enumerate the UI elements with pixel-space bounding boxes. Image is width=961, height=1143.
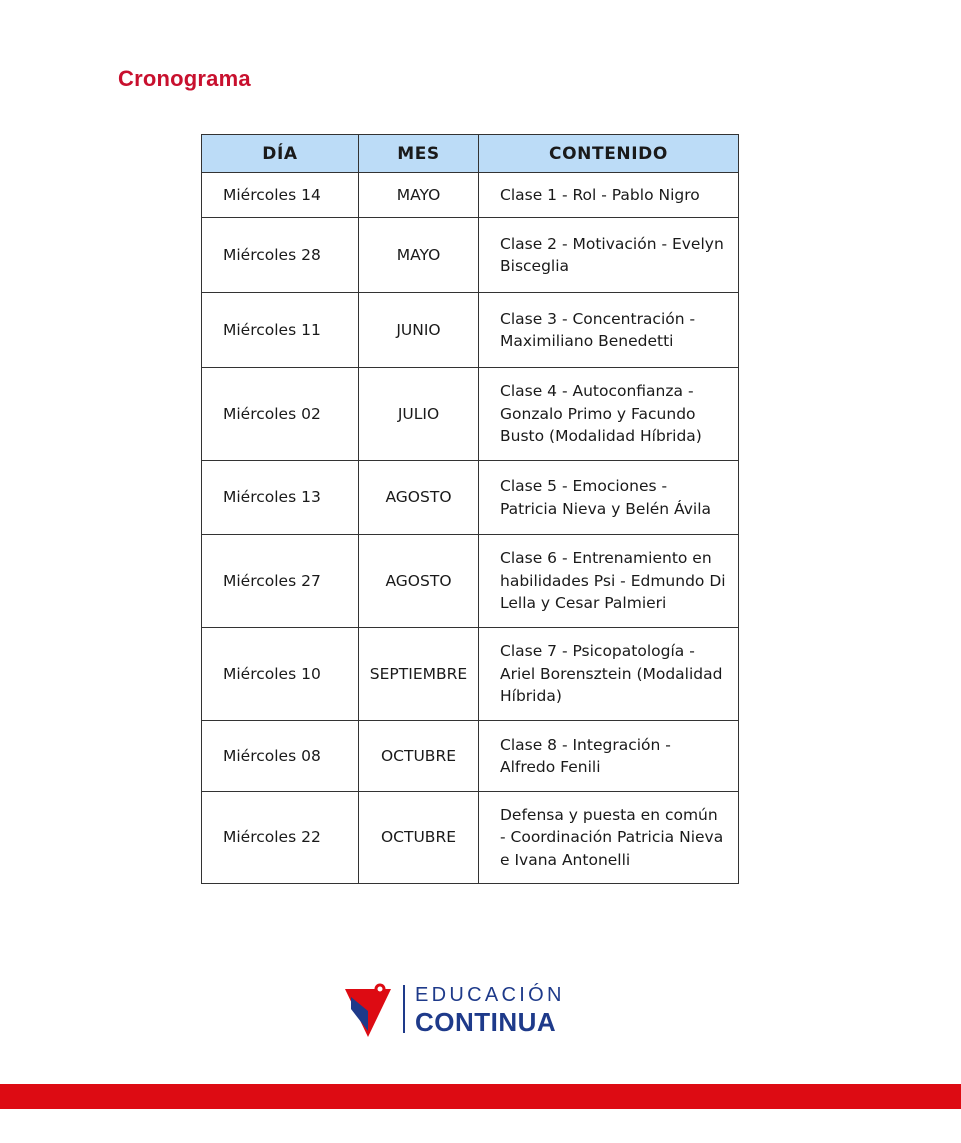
cell-day: Miércoles 27 (202, 535, 359, 628)
cell-day: Miércoles 08 (202, 721, 359, 792)
cell-content: Clase 6 - Entrenamiento en habilidades Psi - Edmundo Di Lella y Cesar Palmieri (479, 535, 739, 628)
cell-day: Miércoles 11 (202, 293, 359, 368)
schedule-table (201, 134, 739, 884)
table-row (202, 792, 739, 884)
cell-day: Miércoles 02 (202, 368, 359, 461)
cell-day: Miércoles 22 (202, 792, 359, 884)
cell-month: SEPTIEMBRE (359, 628, 479, 721)
logo-mark-icon (343, 983, 393, 1039)
cell-content: Clase 1 - Rol - Pablo Nigro (479, 173, 739, 218)
page-title: Cronograma (118, 66, 251, 91)
table-row (202, 368, 739, 461)
cell-day: Miércoles 10 (202, 628, 359, 721)
cell-content: Defensa y puesta en común - Coordinación Patricia Nieva e Ivana Antonelli (479, 792, 739, 884)
table-row (202, 535, 739, 628)
table-row (202, 628, 739, 721)
cell-content: Clase 8 - Integración - Alfredo Fenili (479, 721, 739, 792)
table-row (202, 293, 739, 368)
cell-month: MAYO (359, 173, 479, 218)
cell-month: JULIO (359, 368, 479, 461)
cell-content: Clase 3 - Concentración - Maximiliano Benedetti (479, 293, 739, 368)
header-month: MES (359, 135, 479, 173)
cell-month: AGOSTO (359, 461, 479, 535)
cell-month: JUNIO (359, 293, 479, 368)
cell-day: Miércoles 14 (202, 173, 359, 218)
header-day: DÍA (202, 135, 359, 173)
educacion-continua-logo (343, 983, 583, 1041)
table-row (202, 721, 739, 792)
header-content: CONTENIDO (479, 135, 739, 173)
logo-text-line2: CONTINUA (415, 1007, 557, 1037)
logo-divider (403, 985, 405, 1033)
logo-text-line1: EDUCACIÓN (415, 984, 565, 1006)
table-row (202, 461, 739, 535)
cell-content: Clase 5 - Emociones - Patricia Nieva y Belén Ávila (479, 461, 739, 535)
cell-month: MAYO (359, 218, 479, 293)
table-row (202, 218, 739, 293)
cell-month: OCTUBRE (359, 792, 479, 884)
cell-month: OCTUBRE (359, 721, 479, 792)
cell-content: Clase 7 - Psicopatología - Ariel Borensztein (Modalidad Híbrida) (479, 628, 739, 721)
cell-content: Clase 2 - Motivación - Evelyn Bisceglia (479, 218, 739, 293)
table-row (202, 173, 739, 218)
table-header-row (202, 135, 739, 173)
cell-month: AGOSTO (359, 535, 479, 628)
cell-content: Clase 4 - Autoconfianza - Gonzalo Primo y Facundo Busto (Modalidad Híbrida) (479, 368, 739, 461)
cell-day: Miércoles 28 (202, 218, 359, 293)
footer-bar (0, 1084, 961, 1109)
cell-day: Miércoles 13 (202, 461, 359, 535)
